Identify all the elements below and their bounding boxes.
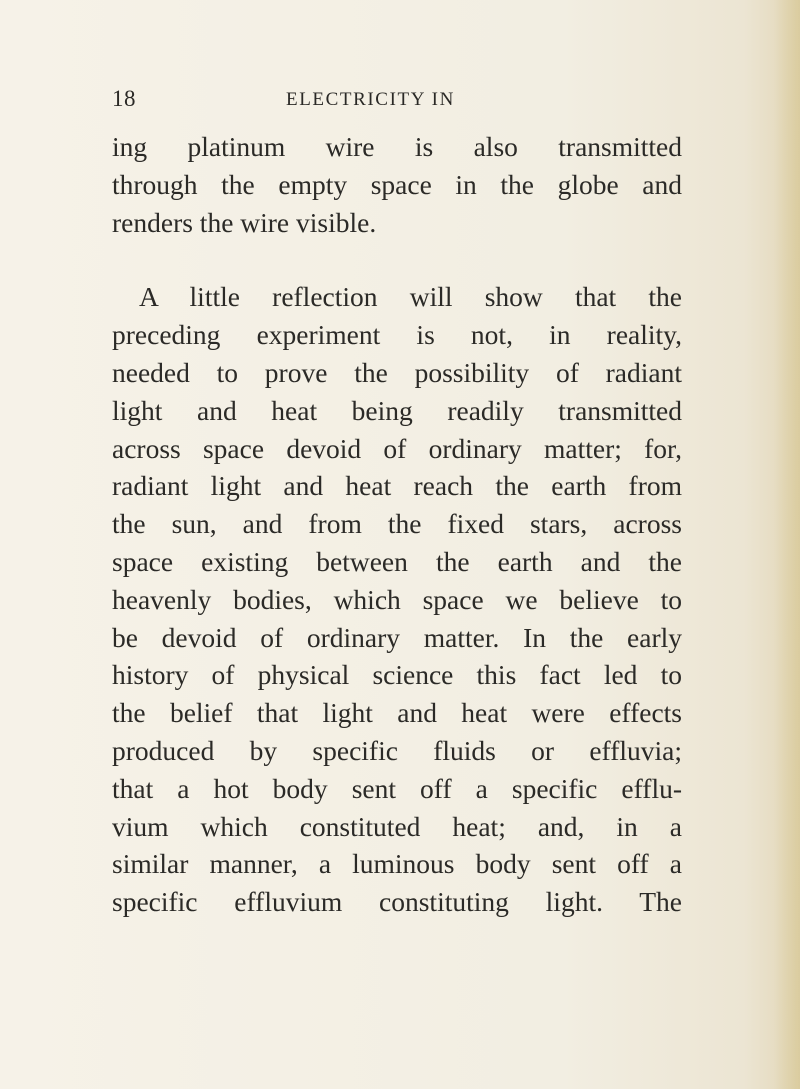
running-title: ELECTRICITY IN (286, 89, 455, 110)
page-number: 18 (112, 86, 136, 111)
text-line: light and heat being readily transmitted (112, 394, 682, 426)
text-line: space existing between the earth and the (112, 545, 682, 577)
paragraph-1 (112, 128, 682, 241)
text-line: similar manner, a luminous body sent off a (112, 848, 682, 880)
text-line: A little reflection will show that the (139, 281, 682, 313)
paragraph-gap (112, 241, 682, 278)
text-line: preceding experiment is not, in reality, (112, 319, 682, 351)
text-line: vium which constituted heat; and, in a (112, 810, 682, 842)
text-line: ing platinum wire is also transmitted (112, 131, 682, 162)
text-line: be devoid of ordinary matter. In the early (112, 621, 682, 653)
text-line: the belief that light and heat were effects (112, 697, 682, 729)
text-line: history of physical science this fact led to (112, 659, 682, 691)
text-line: through the empty space in the globe and (112, 168, 682, 200)
text-line: needed to prove the possibility of radiant (112, 356, 682, 388)
text-line: heavenly bodies, which space we believe to (112, 583, 682, 615)
text-line: across space devoid of ordinary matter; for, (112, 432, 682, 464)
text-line: produced by specific fluids or effluvia; (112, 734, 682, 766)
text-line: that a hot body sent off a specific efflu- (112, 772, 682, 804)
text-line: radiant light and heat reach the earth from (112, 470, 682, 502)
text-line: the sun, and from the fixed stars, across (112, 508, 682, 540)
paragraph-2 (112, 278, 682, 921)
body-text (112, 128, 682, 921)
text-line: specific effluvium constituting light. The (112, 886, 682, 918)
text-line: renders the wire visible. (112, 206, 377, 238)
page-header (112, 86, 682, 110)
page-edge-shadow (774, 0, 800, 1089)
